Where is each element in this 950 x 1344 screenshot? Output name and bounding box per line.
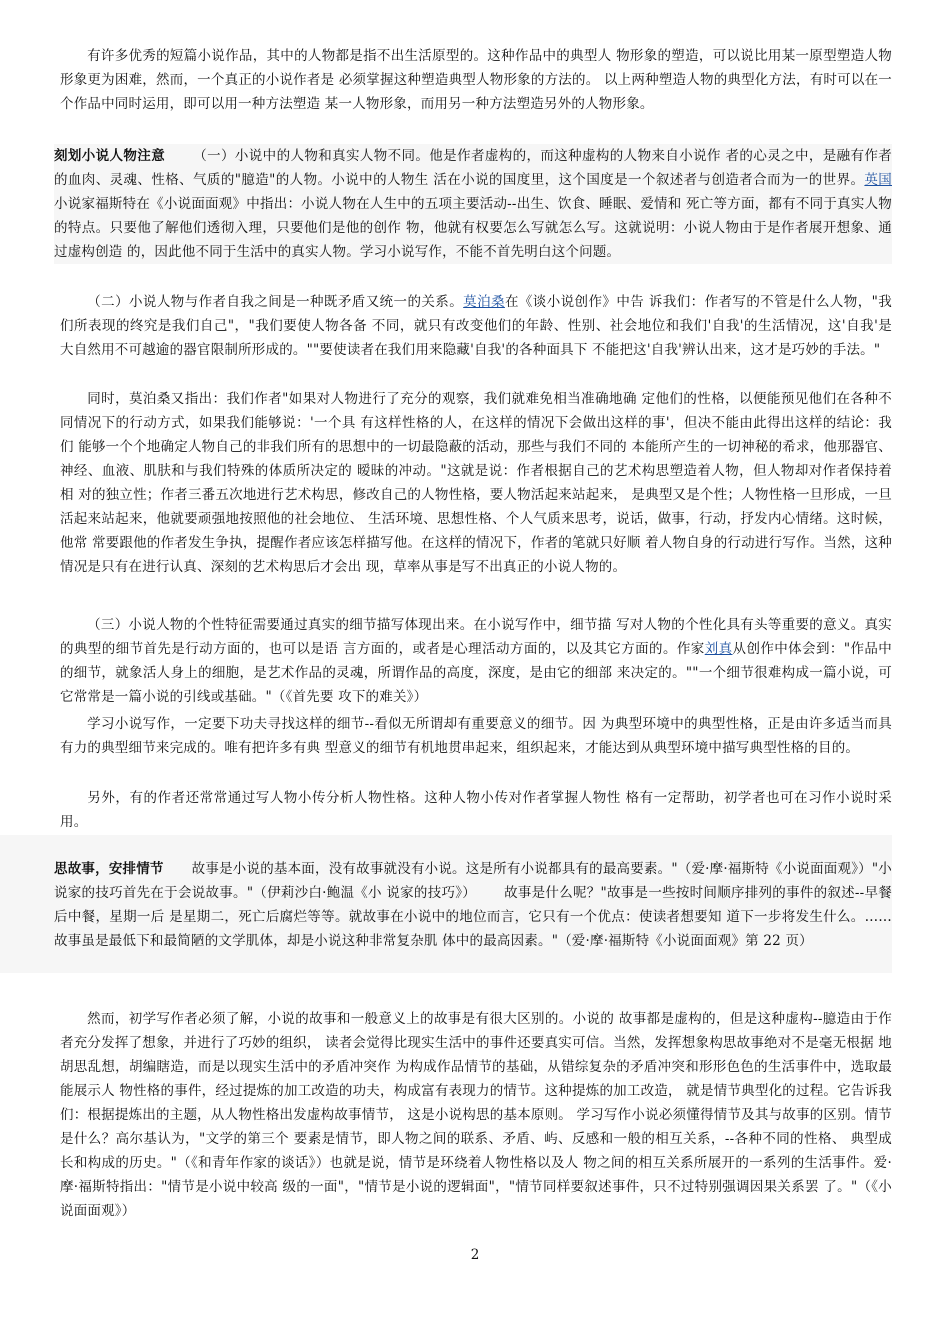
paragraph-7-text: 然而，初学写作者必须了解，小说的故事和一般意义上的故事是有很大区别的。小说的 故事都是虚构的，但是这种虚构--臆造由于作者充分发挥了想象，并进行了巧妙的组织， 读者会觉得比现实生活中的事件还要真实可信。当然，发挥想象构思故事绝对不是毫无根据 地胡思乱想，胡编瞎造，而是以现实生活中的矛盾冲突作 为构成作品情节的基础，从错综复杂的矛盾冲突和形形色色的生活事件中，选取最能展示人 物性格的事件，经过提炼的加工改造的功夫，构成富有表现力的情节。这种提炼的加工改造， 就是情节典型化的过程。它告诉我们：根据提炼出的主题，从人物性格出发虚构故事情节， 这是小说构思的基本原则。 学习写作小说必须懂得情节及其与故事的区别。情节是什么？高尔基认为，"文学的第三个 要素是情节，即人物之间的联系、矛盾、屿、反感和一般的相互关系，--各种不同的性格、 典型成长和构成的历史。"（《和青年作家的谈话》）也就是说，情节是环绕着人物性格以及人 物之间的相互关系所展开的一系列的生活事件。爱·摩·福斯特指出："情节是小说中较高 级的一面"，"情节是小说的逻辑面"，"情节同样要叙述事件，只不过特别强调因果关系罢 了。"（《小说面面观》）: [60, 1011, 892, 1219]
link-liu-zhen[interactable]: 刘真: [704, 641, 733, 657]
paragraph-1-text: 有许多优秀的短篇小说作品，其中的人物都是指不出生活原型的。这种作品中的典型人 物形象的塑造，可以说比用某一原型塑造人物形象更为困难，然而，一个真正的小说作者是 必须掌握这种塑造典型人物形象的方法的。 以上两种塑造人物的典型化方法，有时可以在一个作品中同时运用，即可以用一种方法塑造 某一人物形象，而用另一种方法塑造另外的人物形象。: [60, 48, 892, 112]
link-maupassant[interactable]: 莫泊桑: [463, 294, 505, 310]
section-2-text-b: 故事是什么呢？"故事是一些按时间顺序排列的事件的叙述--早餐后中餐，星期一后 是星期二，死亡后腐烂等等。就故事在小说中的地位而言，它只有一个优点：使读者想要知 道下一步将发生什么。……故事虽是最低下和最简陋的文学肌体，却是小说这种非常复杂肌 体中的最高因素。"（爱·摩·福斯特《小说面面观》第 22 页）: [54, 885, 892, 949]
section-2-text-a: 故事是小说的基本面，没有故事就没有小说。这是所有小说都具有的最高要素。"（爱·摩·福斯特《小说面面观》）"小说家的技巧首先在于会说故事。"（伊莉沙白·鲍温《小 说家的技巧》）: [54, 861, 892, 901]
section-1-text-b: 小说家福斯特在《小说面面观》中指出：小说人物在人生中的五项主要活动--出生、饮食、睡眠、爱情和 死亡等方面，都有不同于真实人物的特点。只要他了解他们透彻入理，只要他们是他的创作 物，他就有权要怎么写就怎么写。这就说明：小说人物由于是作者展开想象、通过虚构创造 的，因此他不同于生活中的真实人物。学习小说写作，不能不首先明白这个问题。: [54, 196, 892, 260]
paragraph-5-text: 学习小说写作，一定要下功夫寻找这样的细节--看似无所谓却有重要意义的细节。因 为典型环境中的典型性格，正是由许多适当而具有力的典型细节来完成的。唯有把许多有典 型意义的细节有机地贯串起来，组织起来，才能达到从典型环境中描写典型性格的目的。: [60, 716, 892, 756]
paragraph-4: [60, 613, 892, 709]
paragraph-2: [60, 290, 892, 362]
paragraph-3: [60, 387, 892, 579]
section-1-text-a: （一）小说中的人物和真实人物不同。他是作者虚构的，而这种虚构的人物来自小说作 者的心灵之中，是融有作者的血肉、灵魂、性格、气质的"臆造"的人物。小说中的人物生 活在小说的国度里，这个国度是一个叙述者与创造者合而为一的世界。: [54, 148, 892, 188]
paragraph-2-text-a: （二）小说人物与作者自我之间是一种既矛盾又统一的关系。: [87, 294, 464, 310]
paragraph-4-text-a: （三）小说人物的个性特征需要通过真实的细节描写体现出来。在小说写作中，细节描 写对人物的个性化具有头等重要的意义。真实的典型的细节首先是行动方面的，也可以是语 言方面的，或者是心理活动方面的，以及其它方面的。作家: [60, 617, 892, 657]
link-england[interactable]: 英国: [864, 172, 892, 188]
page-number: 2: [470, 1247, 480, 1263]
paragraph-5: [60, 712, 892, 760]
section-heading-characters: 刻划小说人物注意: [54, 148, 166, 164]
paragraph-7: [60, 1007, 892, 1223]
paragraph-6-text: 另外，有的作者还常常通过写人物小传分析人物性格。这种人物小传对作者掌握人物性 格有一定帮助，初学者也可在习作小说时采用。: [60, 790, 892, 830]
paragraph-1: [60, 44, 892, 116]
section-story-plot: [0, 835, 892, 973]
section-heading-story: 思故事，安排情节: [54, 861, 164, 877]
paragraph-2-text-b: 在《谈小说创作》中告 诉我们：作者写的不管是什么人物，"我们所表现的终究是我们自己"，"我们要使人物各备 不同，就只有改变他们的年龄、性别、社会地位和我们'自我'的生活情况，这'自我'是 大自然用不可越逾的器官限制所形成的。""要使读者在我们用来隐藏'自我'的各种面具下 不能把这'自我'辨认出来，这才是巧妙的手法。": [60, 294, 892, 358]
paragraph-4-text-b: 从创作中体会到："作品中 的细节，就象活人身上的细胞，是艺术作品的灵魂，所谓作品的高度，深度，是由它的细部 来决定的。""一个细节很难构成一篇小说，可它常常是一篇小说的引线或基础。"（《首先要 攻下的难关》）: [60, 641, 892, 705]
paragraph-3-text: 同时，莫泊桑又指出：我们作者"如果对人物进行了充分的观察，我们就难免相当准确地确 定他们的性格，以便能预见他们在各种不同情况下的行动方式，如果我们能够说：'一个具 有这样性格的人，在这样的情况下会做出这样的事'，但决不能由此得出这样的结论：我们 能够一个个地确定人物自己的非我们所有的思想中的一切最隐蔽的活动，那些与我们不同的 本能所产生的一切神秘的希求，他那器官、神经、血液、肌肤和与我们特殊的体质所决定的 暧昧的冲动。"这就是说：作者根据自己的艺术构思塑造着人物，但人物却对作者保持着相 对的独立性；作者三番五次地进行艺术构思，修改自己的人物性格，要人物活起来站起来， 是典型又是个性；人物性格一旦形成，一旦活起来站起来，他就要顽强地按照他的社会地位、 生活环境、思想性格、个人气质来思考，说话，做事，行动，抒发内心情绪。这时候，他常 常要跟他的作者发生争执，提醒作者应该怎样描写他。在这样的情况下，作者的笔就只好顺 着人物自身的行动进行写作。当然，这种情况是只有在进行认真、深刻的艺术构思后才会出 现，草率从事是写不出真正的小说人物的。: [60, 391, 892, 575]
paragraph-6: [60, 786, 892, 834]
section-character-portrayal: [54, 144, 892, 264]
